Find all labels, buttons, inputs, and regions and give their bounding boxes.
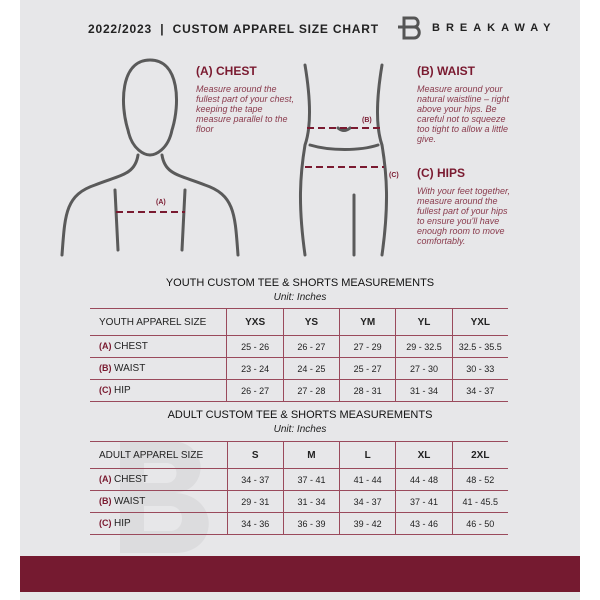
row-letter: (C) xyxy=(99,518,112,528)
size-header: YXS xyxy=(227,309,283,336)
cell: 32.5 - 35.5 xyxy=(452,336,508,358)
footer-band xyxy=(20,556,580,592)
row-name: CHEST xyxy=(114,474,148,485)
row-letter: (C) xyxy=(99,385,112,395)
cell: 29 - 31 xyxy=(227,491,283,513)
cell: 27 - 29 xyxy=(340,336,396,358)
size-header: XL xyxy=(396,442,452,469)
row-letter: (B) xyxy=(99,363,112,373)
cell: 31 - 34 xyxy=(396,380,452,402)
adult-size-table xyxy=(90,441,508,535)
marker-a: (A) xyxy=(156,199,166,206)
row-letter: (A) xyxy=(99,474,112,484)
cell: 34 - 37 xyxy=(227,469,283,491)
youth-size-table xyxy=(90,308,508,402)
youth-unit: Unit: Inches xyxy=(273,292,327,303)
adult-title: ADULT CUSTOM TEE & SHORTS MEASUREMENTS xyxy=(167,409,433,421)
size-header: 2XL xyxy=(452,442,508,469)
cell: 26 - 27 xyxy=(227,380,283,402)
cell: 36 - 39 xyxy=(283,513,339,535)
cell: 29 - 32.5 xyxy=(396,336,452,358)
size-header: YL xyxy=(396,309,452,336)
size-header: M xyxy=(283,442,339,469)
row-letter: (B) xyxy=(99,496,112,506)
cell: 37 - 41 xyxy=(283,469,339,491)
table-header-row xyxy=(90,442,508,469)
row-name: CHEST xyxy=(114,341,148,352)
hips-heading: (C) HIPS xyxy=(417,166,465,180)
cell: 27 - 30 xyxy=(396,358,452,380)
table-row xyxy=(90,491,508,513)
cell: 43 - 46 xyxy=(396,513,452,535)
cell: 28 - 31 xyxy=(340,380,396,402)
row-name: WAIST xyxy=(114,363,146,374)
header-label: ADULT APPAREL SIZE xyxy=(90,442,227,469)
cell: 48 - 52 xyxy=(452,469,508,491)
table-row xyxy=(90,336,508,358)
brand-logo xyxy=(398,16,557,40)
table-row xyxy=(90,513,508,535)
header-label: YOUTH APPAREL SIZE xyxy=(90,309,227,336)
marker-b: (B) xyxy=(362,117,372,124)
cell: 26 - 27 xyxy=(283,336,339,358)
cell: 25 - 26 xyxy=(227,336,283,358)
row-name: HIP xyxy=(114,385,131,396)
breakaway-logo-icon xyxy=(398,16,424,40)
cell: 34 - 36 xyxy=(227,513,283,535)
adult-unit: Unit: Inches xyxy=(273,424,327,435)
table-row xyxy=(90,380,508,402)
cell: 25 - 27 xyxy=(340,358,396,380)
cell: 34 - 37 xyxy=(340,491,396,513)
cell: 23 - 24 xyxy=(227,358,283,380)
table-header-row xyxy=(90,309,508,336)
size-header: S xyxy=(227,442,283,469)
cell: 41 - 45.5 xyxy=(452,491,508,513)
cell: 46 - 50 xyxy=(452,513,508,535)
size-header: L xyxy=(340,442,396,469)
cell: 27 - 28 xyxy=(283,380,339,402)
size-header: YXL xyxy=(452,309,508,336)
cell: 44 - 48 xyxy=(396,469,452,491)
cell: 34 - 37 xyxy=(452,380,508,402)
hips-instructions: With your feet together, measure around the fullest part of your hips to ensure you'll have enough room to move comfortably. xyxy=(417,186,510,246)
page-title: 2022/2023 | CUSTOM APPAREL SIZE CHART xyxy=(88,22,379,36)
row-letter: (A) xyxy=(99,341,112,351)
marker-c: (C) xyxy=(389,172,399,179)
table-row xyxy=(90,358,508,380)
cell: 41 - 44 xyxy=(340,469,396,491)
size-header: YM xyxy=(340,309,396,336)
waist-instructions: Measure around your natural waistline – right above your hips. Be careful not to squeeze too tight to allow a little give. xyxy=(417,84,510,144)
chest-heading: (A) CHEST xyxy=(196,64,257,78)
youth-title: YOUTH CUSTOM TEE & SHORTS MEASUREMENTS xyxy=(165,277,435,289)
row-name: HIP xyxy=(114,518,131,529)
chest-instructions: Measure around the fullest part of your chest, keeping the tape measure parallel to the floor xyxy=(196,84,295,134)
cell: 37 - 41 xyxy=(396,491,452,513)
cell: 30 - 33 xyxy=(452,358,508,380)
waist-heading: (B) WAIST xyxy=(417,64,475,78)
cell: 31 - 34 xyxy=(283,491,339,513)
size-header: YS xyxy=(283,309,339,336)
cell: 24 - 25 xyxy=(283,358,339,380)
brand-name: BREAKAWAY xyxy=(432,22,557,34)
table-row xyxy=(90,469,508,491)
row-name: WAIST xyxy=(114,496,146,507)
cell: 39 - 42 xyxy=(340,513,396,535)
